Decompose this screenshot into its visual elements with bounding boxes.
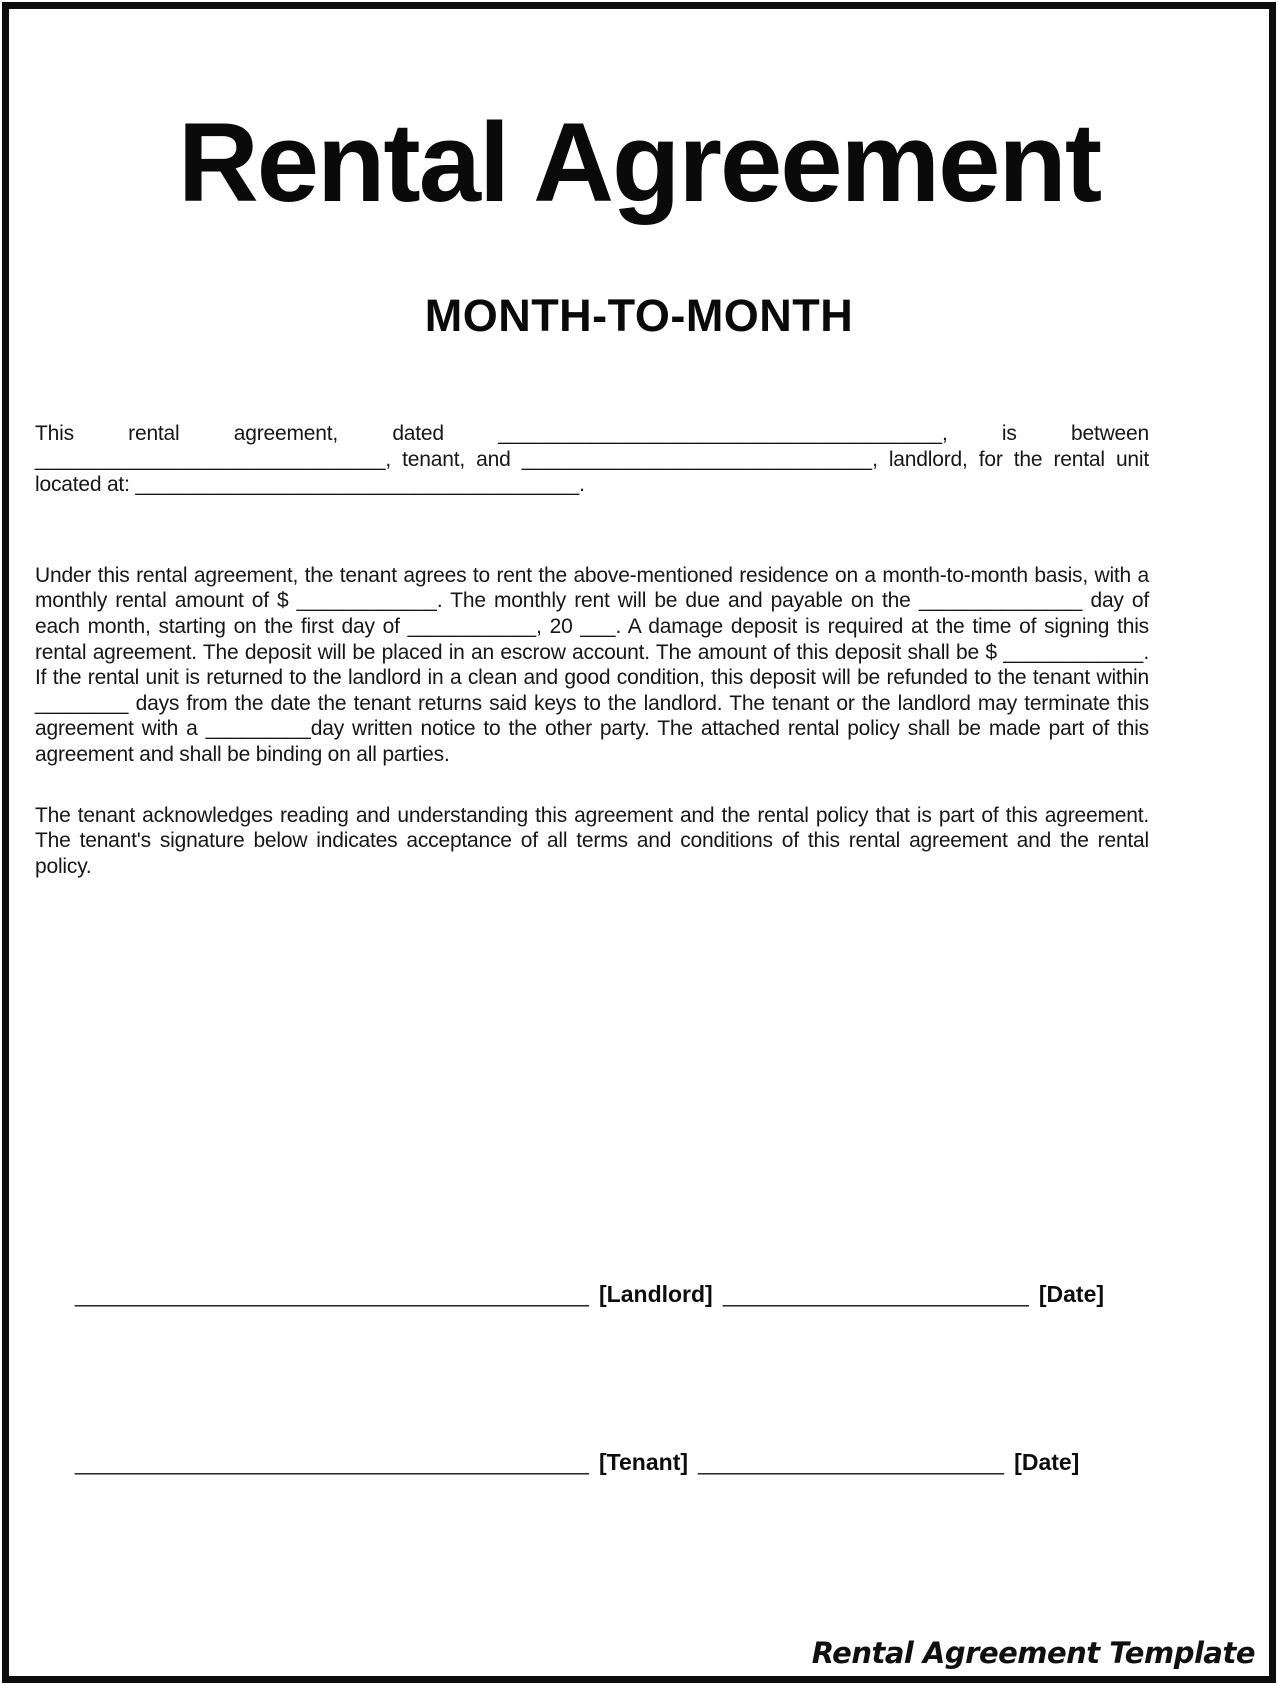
tenant-label: [Tenant] <box>599 1449 689 1475</box>
intro-text-2: , is between <box>942 422 1149 445</box>
tenant-name-blank: ______________________________ <box>35 447 386 471</box>
rental-unit-address-blank: ______________________________________ <box>135 473 580 497</box>
landlord-signature-row <box>75 1281 1108 1309</box>
document-page <box>2 2 1276 1683</box>
landlord-signature-blank: __________________________________________ <box>75 1282 589 1307</box>
rent-due-day-blank: ______________ <box>918 589 1083 613</box>
landlord-label: [Landlord] <box>599 1281 713 1307</box>
intro-text-1: This rental agreement, dated <box>35 422 499 445</box>
terms-text-4: , 20 <box>536 615 581 639</box>
document-title: Rental Agreement <box>177 100 1101 225</box>
terms-text-2: . The monthly rent will be due and payable on the <box>436 589 919 613</box>
terms-text-1: Under this rental agreement, the tenant agrees to rent the above-mentioned residence on a month-to-month basis, with a monthly rental amount of $ <box>35 563 1149 613</box>
intro-text-4: , landlord, for the rental unit located at: <box>35 447 1150 497</box>
terms-text-6: . If the rental unit is returned to the landlord in a clean and good condition, this deposit will be refunded to the tenant within <box>35 640 1149 690</box>
tenant-signature-blank: __________________________________________ <box>75 1450 589 1475</box>
landlord-name-blank: ______________________________ <box>521 447 873 471</box>
agreement-date-blank: ______________________________________ <box>498 422 942 445</box>
tenant-date-blank: _________________________ <box>698 1450 1005 1475</box>
acknowledgement-text: The tenant acknowledges reading and understanding this agreement and the rental policy that is part of this agreement. The tenant's signature below indicates acceptance of all terms and conditions of this rental agreement and the rental policy. <box>35 803 1149 878</box>
terms-text-3: day of each month, starting on the first day of <box>35 589 1149 639</box>
monthly-rent-amount-blank: ____________ <box>296 589 437 613</box>
start-year-blank: ___ <box>580 615 616 639</box>
deposit-amount-blank: ____________ <box>1003 640 1144 664</box>
intro-paragraph <box>35 421 1149 498</box>
notice-days-blank: _________ <box>205 717 311 741</box>
intro-text-5: . <box>579 473 585 497</box>
refund-days-blank: ________ <box>35 691 129 715</box>
start-month-blank: ___________ <box>407 615 537 639</box>
intro-text-3: , tenant, and <box>385 447 522 471</box>
document-footer: Rental Agreement Template <box>811 1636 1255 1670</box>
landlord-date-blank: _________________________ <box>722 1282 1029 1307</box>
tenant-signature-row <box>75 1449 1083 1477</box>
terms-text-8: day written notice to the other party. The attached rental policy shall be made part of this agreement and shall be binding on all parties. <box>35 717 1149 767</box>
acknowledgement-paragraph <box>35 803 1149 880</box>
tenant-date-label: [Date] <box>1014 1449 1080 1475</box>
terms-text-5: . A damage deposit is required at the time of signing this rental agreement. The deposit will be placed in an escrow account. The amount of this deposit shall be $ <box>35 615 1149 664</box>
landlord-date-label: [Date] <box>1038 1281 1105 1307</box>
terms-paragraph <box>35 563 1149 768</box>
document-subtitle: MONTH-TO-MONTH <box>424 290 854 341</box>
terms-text-7: days from the date the tenant returns said keys to the landlord. The tenant or the landlord may terminate this agreement with a <box>35 691 1149 741</box>
